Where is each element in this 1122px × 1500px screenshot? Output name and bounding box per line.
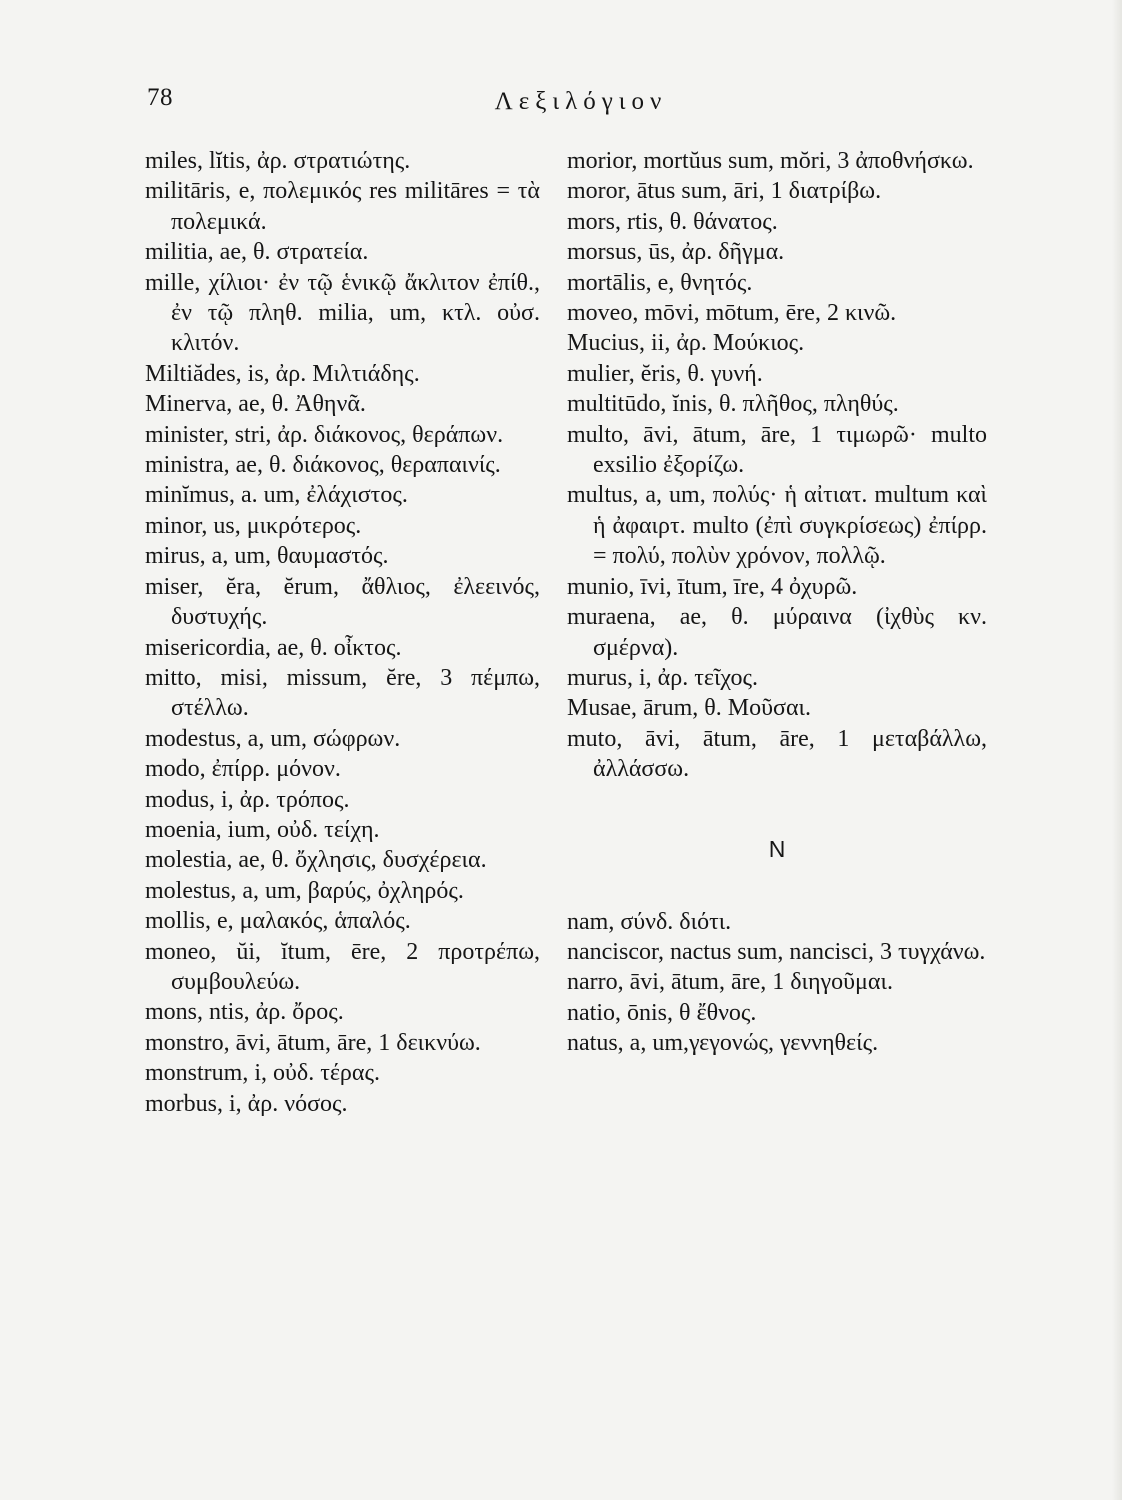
dictionary-entry: militāris, e, πολεμικός res militāres = τὰ πολεμικά.	[145, 178, 540, 235]
page-edge	[1112, 0, 1122, 1500]
dictionary-entry: muto, āvi, ātum, āre, 1 μεταβάλλω, ἀλλάσσω.	[567, 725, 987, 783]
right-column	[567, 146, 987, 1059]
left-column	[145, 146, 540, 1119]
dictionary-entry: Musae, ārum, θ. Μοῦσαι.	[567, 695, 811, 722]
dictionary-entry: moneo, ŭi, ĭtum, ēre, 2 προτρέπω, συμβουλεύω.	[145, 938, 540, 995]
dictionary-entry: mors, rtis, θ. θάνατος.	[567, 208, 778, 235]
dictionary-entry: morsus, ūs, ἀρ. δῆγμα.	[567, 239, 785, 266]
dictionary-entry: misericordia, ae, θ. οἶκτος.	[145, 634, 402, 661]
dictionary-entry: militia, ae, θ. στρατεία.	[145, 239, 369, 266]
dictionary-entry: munio, īvi, ītum, īre, 4 ὀχυρῶ.	[567, 573, 858, 600]
dictionary-entry: multitūdo, ĭnis, θ. πλῆθος, πληθύς.	[567, 391, 899, 418]
dictionary-entry: mille, χίλιοι· ἐν τῷ ἑνικῷ ἄκλιτον ἐπίθ., ἐν τῷ πληθ. milia, um, κτλ. οὐσ. κλιτόν.	[145, 269, 540, 357]
dictionary-entry: muraena, ae, θ. μύραινα (ἰχθὺς κν. σμέρνα).	[567, 604, 987, 661]
dictionary-entry: mollis, e, μαλακός, ἁπαλός.	[145, 908, 411, 935]
dictionary-entry: modus, i, ἀρ. τρόπος.	[145, 786, 350, 813]
dictionary-entry: minĭmus, a. um, ἐλάχιστος.	[145, 482, 408, 509]
dictionary-entry: mons, ntis, ἀρ. ὄρος.	[145, 999, 344, 1026]
dictionary-entry: nam, σύνδ. διότι.	[567, 908, 732, 935]
dictionary-entry: morbus, i, ἀρ. νόσος.	[145, 1090, 348, 1117]
dictionary-entry: monstrum, i, οὐδ. τέρας.	[145, 1060, 380, 1087]
dictionary-entry: Minerva, ae, θ. Ἀθηνᾶ.	[145, 391, 366, 418]
dictionary-entry: mitto, misi, missum, ĕre, 3 πέμπω, στέλλω.	[145, 664, 540, 722]
dictionary-entry: Mucius, ii, ἀρ. Μούκιος.	[567, 330, 805, 357]
dictionary-entry: miles, lĭtis, ἀρ. στρατιώτης.	[145, 148, 411, 174]
section-letter: N	[768, 835, 786, 862]
dictionary-entry: natio, ōnis, θ ἔθνος.	[567, 999, 757, 1026]
dictionary-entry: narro, āvi, ātum, āre, 1 διηγοῦμαι.	[567, 969, 893, 996]
dictionary-entry: minister, stri, ἀρ. διάκονος, θεράπων.	[145, 421, 504, 448]
dictionary-entry: multus, a, um, πολύς· ἡ αἰτιατ. multum καὶ ἡ ἀφαιρτ. multo (ἐπὶ συγκρίσεως) ἐπίρρ. = πολύ, πολὺν χρόνον, πολλῷ.	[567, 482, 987, 570]
dictionary-entry: natus, a, um,γεγονώς, γεννηθείς.	[567, 1030, 879, 1057]
dictionary-entry: moveo, mōvi, mōtum, ēre, 2 κινῶ.	[567, 300, 897, 327]
dictionary-entry: molestia, ae, θ. ὄχλησις, δυσχέρεια.	[145, 847, 487, 874]
dictionary-entry: modo, ἐπίρρ. μόνον.	[145, 756, 341, 783]
dictionary-entry: mulier, ĕris, θ. γυνή.	[567, 360, 763, 387]
running-head: Λεξιλόγιον	[494, 88, 668, 115]
dictionary-entry: mortālis, e, θνητός.	[567, 269, 753, 296]
dictionary-entry: murus, i, ἀρ. τεῖχος.	[567, 664, 759, 691]
dictionary-entry: morior, mortŭus sum, mŏri, 3 ἀποθνήσκω.	[567, 148, 974, 174]
dictionary-entry: moror, ātus sum, āri, 1 διατρίβω.	[567, 178, 882, 205]
dictionary-entry: monstro, āvi, ātum, āre, 1 δεικνύω.	[145, 1029, 481, 1056]
page-number: 78	[147, 84, 173, 111]
dictionary-entry: mirus, a, um, θαυμαστός.	[145, 543, 389, 570]
dictionary-entry: moenia, ium, οὐδ. τείχη.	[145, 816, 380, 843]
dictionary-entry: nanciscor, nactus sum, nancisci, 3 τυγχάνω.	[567, 938, 986, 965]
dictionary-entry: minor, us, μικρότερος.	[145, 512, 362, 539]
dictionary-entry: modestus, a, um, σώφρων.	[145, 725, 401, 752]
dictionary-entry: multo, āvi, ātum, āre, 1 τιμωρῶ· multo exsilio ἐξορίζω.	[567, 421, 987, 479]
dictionary-entry: Miltiădes, is, ἀρ. Μιλτιάδης.	[145, 360, 420, 387]
dictionary-entry: molestus, a, um, βαρύς, ὀχληρός.	[145, 877, 464, 904]
dictionary-entry: ministra, ae, θ. διάκονος, θεραπαινίς.	[145, 452, 501, 479]
dictionary-entry: miser, ĕra, ĕrum, ἄθλιος, ἐλεεινός, δυστυχής.	[145, 573, 540, 631]
